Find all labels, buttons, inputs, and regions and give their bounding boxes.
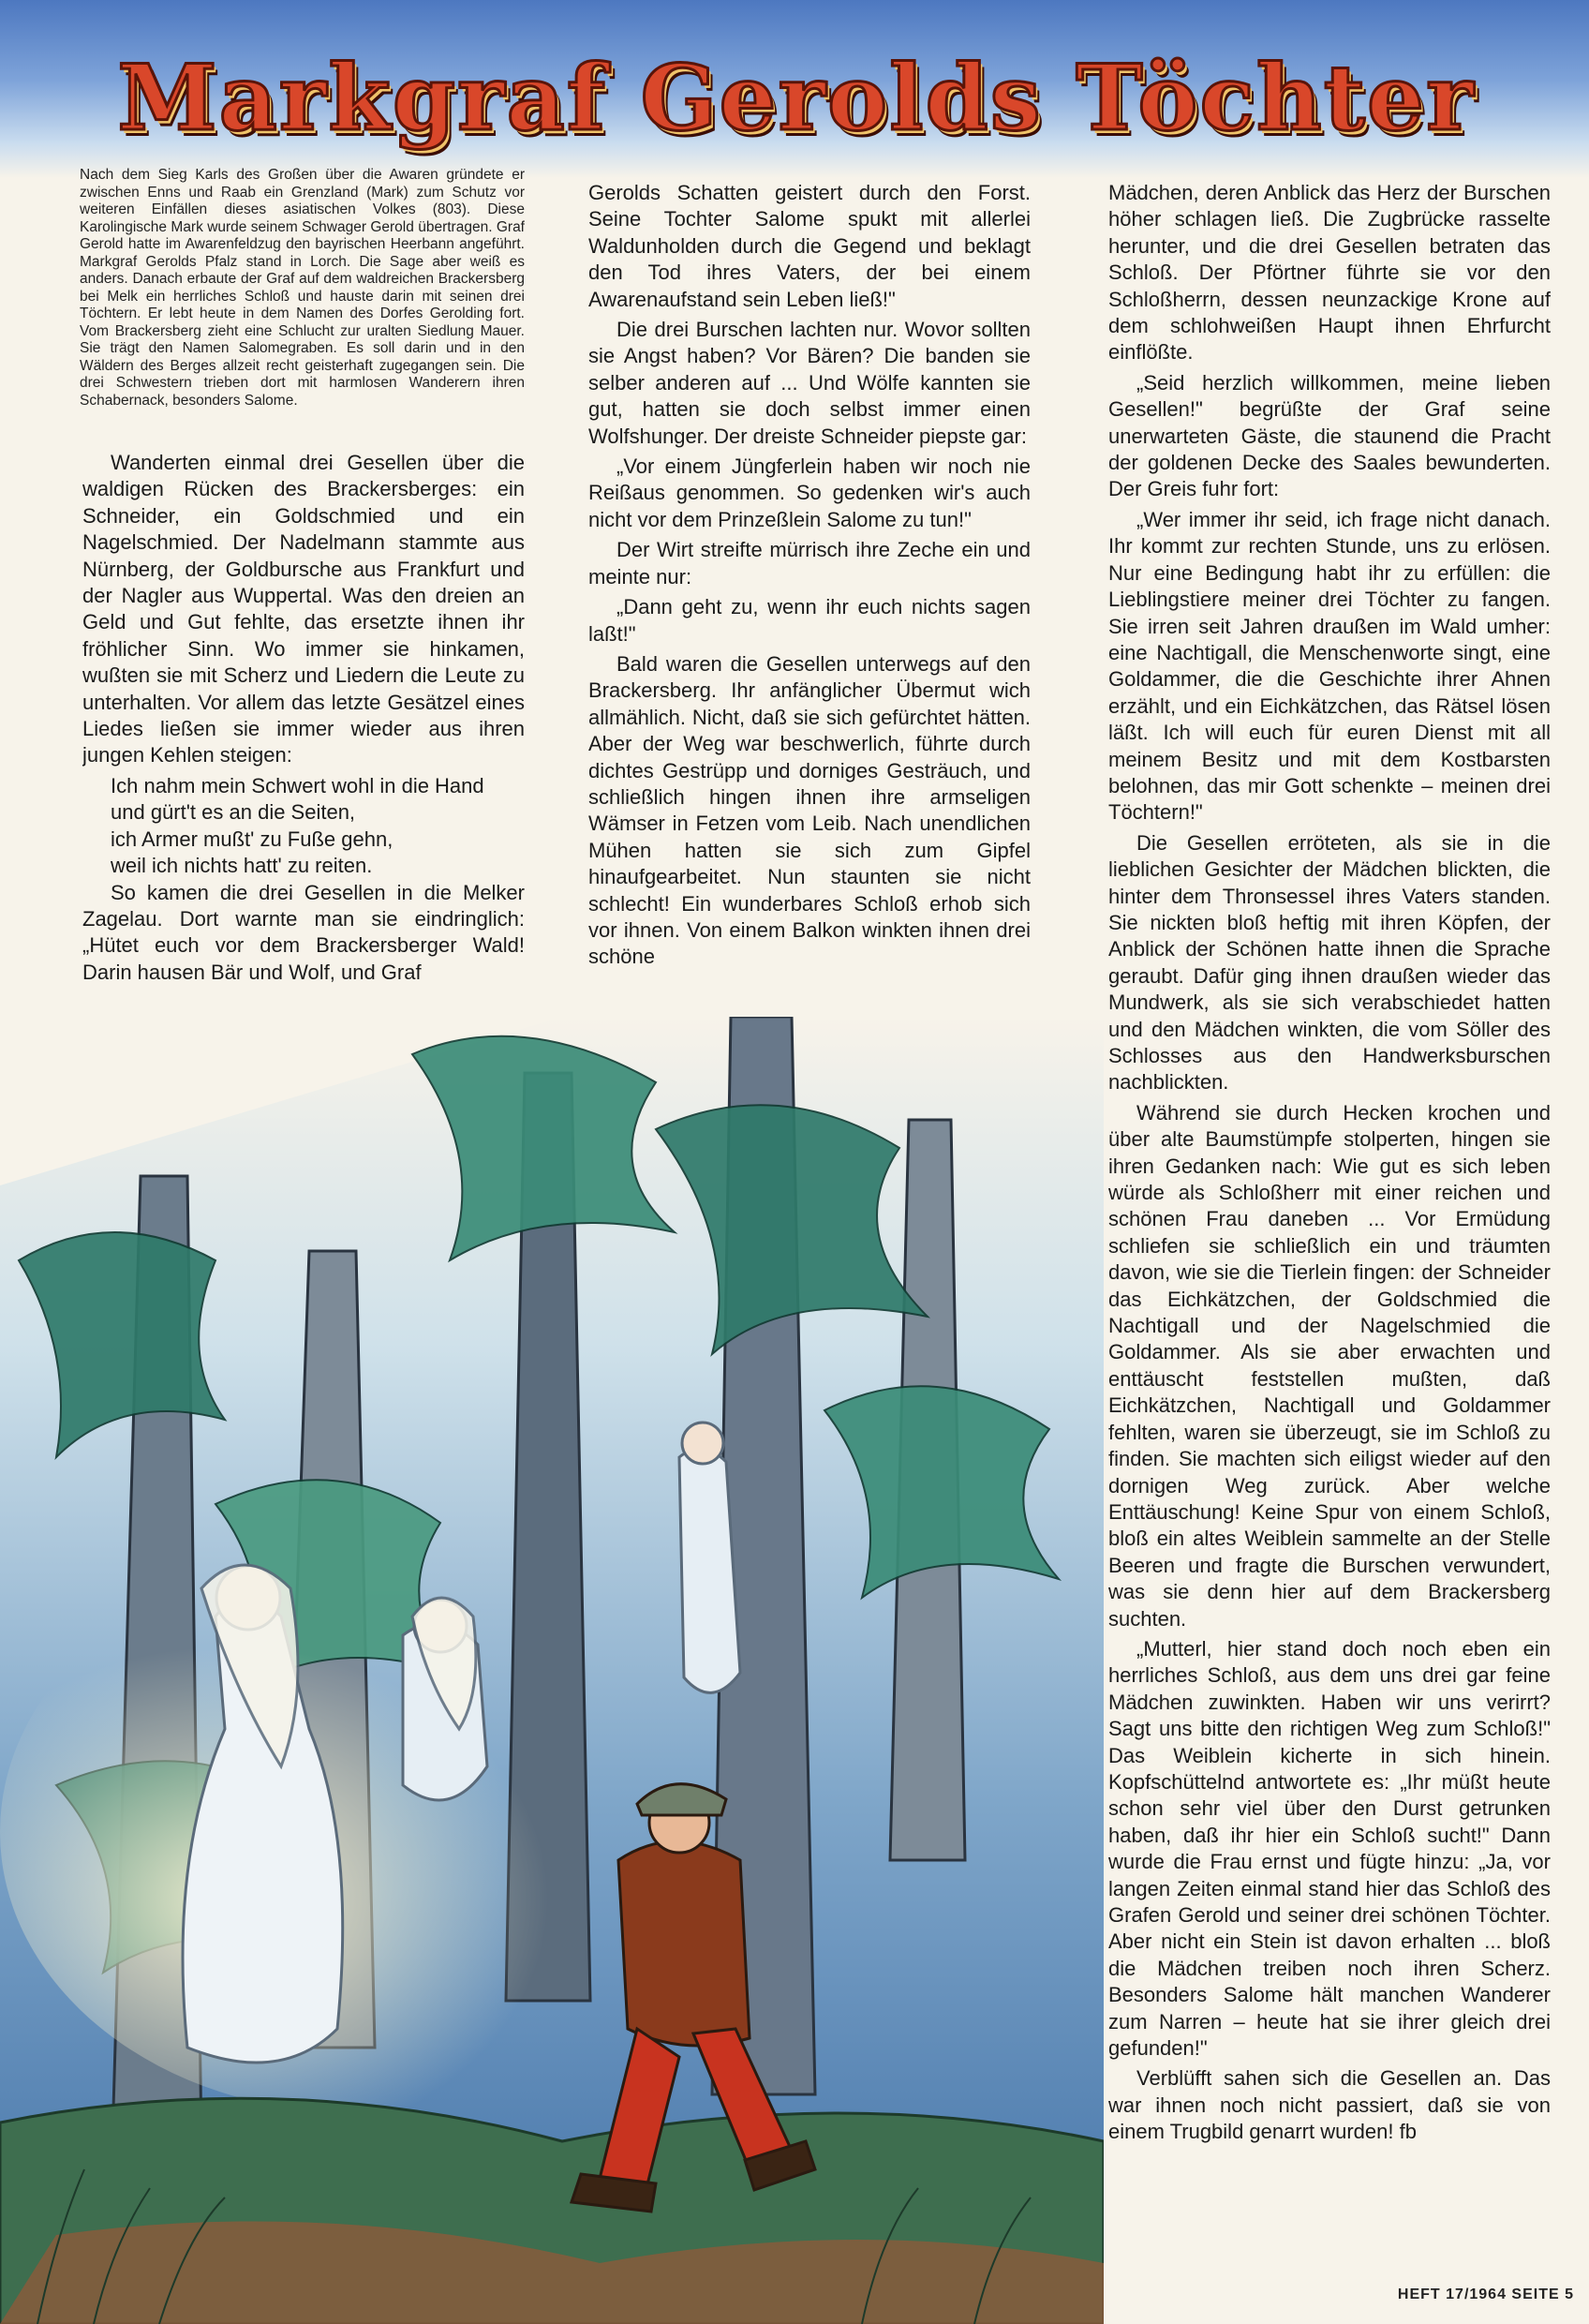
text-column-2	[588, 180, 1031, 1023]
paragraph: Die drei Burschen lachten nur. Wovor sollten sie Angst haben? Vor Bären? Die banden sie selber anderen auf ... Und Wölfe kannten sie gut, hatten sie doch selbst immer einen Wolfshunger. Der dreiste Schneider piepste gar:	[588, 318, 1031, 448]
intro-paragraph: Nach dem Sieg Karls des Großen über die Awaren gründete er zwischen Enns und Raab ein Grenzland (Mark) zum Schutz vor weiteren Einfällen dieses asiatischen Volkes (803). Diese Karolingische Mark wurde seinem Schwager Gerold übertragen. Graf Gerold hatte im Awarenfeldzug den bayrischen Heerbann angeführt. Markgraf Gerolds Pfalz stand in Lorch. Die Sage aber weiß es anders. Danach erbaute der Graf auf dem waldreichen Brackersberg bei Melk ein herrliches Schloß und hauste darin mit seinen drei Töchtern. Er lebt heute in dem Namen des Dorfes Gerolding fort. Vom Brackersberg zieht eine Schlucht zur uralten Siedlung Mauer. Sie trägt den Namen Salomegraben. Es soll darin und in den Wäldern des Berges allzeit recht geisterhaft zugegangen sein. Die drei Schwestern trieben dort mit harmlosen Wanderern ihren Schabernack, besonders Salome.	[80, 167, 525, 409]
paragraph: „Dann geht zu, wenn ihr euch nichts sagen laßt!"	[588, 595, 1031, 646]
paragraph: Gerolds Schatten geistert durch den Forst. Seine Tochter Salome spukt mit allerlei Waldunholden durch die Gegend und beklagt den Tod ihres Vaters, der bei einem Awarenaufstand sein Leben ließ!"	[588, 181, 1031, 311]
paragraph: Mädchen, deren Anblick das Herz der Burschen höher schlagen ließ. Die Zugbrücke rasselte herunter, und die drei Gesellen betraten das Schloß. Der Pförtner führte sie vor den Schloßherrn, dessen neunzackige Krone auf dem schlohweißen Haupt ihnen Ehrfurcht einflößte.	[1108, 181, 1551, 365]
paragraph: „Vor einem Jüngferlein haben wir noch nie Reißaus genommen. So gedenken wir's auch nicht vor dem Prinzeßlein Salome zu tun!"	[588, 454, 1031, 531]
paragraph: „Seid herzlich willkommen, meine lieben Gesellen!" begrüßte der Graf seine unerwarteten Gäste, die staunend die Pracht der goldenen Decke des Saales bewunderten. Der Greis fuhr fort:	[1108, 370, 1551, 501]
paragraph: Bald waren die Gesellen unterwegs auf den Brackersberg. Ihr anfänglicher Übermut wich allmählich. Nicht, daß sie sich gefürchtet hätten. Aber der Weg war beschwerlich, führte durch dichtes Gestrüpp und dorniges Gesträuch, und schließlich hingen ihnen ihre armseligen Wämser in Fetzen vom Leib. Nach unendlichen Mühen hatten sie sich zum Gipfel hinaufgearbeitet. Nun staunten sie nicht schlecht! Ein wunderbares Schloß erhob sich vor ihnen. Von einem Balkon winkten ihnen drei schöne	[588, 651, 1031, 969]
paragraph: Die Gesellen erröteten, als sie in die lieblichen Gesichter der Mädchen blickten, die hinter dem Thronsessel ihres Vaters standen. Sie nickten bloß heftig mit ihren Köpfen, der Anblick der Schönen hatte ihnen die Sprache geraubt. Dafür ging ihnen draußen wieder das Mundwerk, als sie sich verabschiedet hatten und den Mädchen winkten, die vom Söller des Schlosses aus den Handwerksburschen nachblickten.	[1108, 830, 1551, 1095]
paragraph: Während sie durch Hecken krochen und über alte Baumstümpfe stolperten, hingen sie ihren Gedanken nach: Wie gut es sich leben würde als Schloßherr mit einer reichen und schönen Frau daneben ... Vor Ermüdung schliefen sie schließlich ein und träumten davon, wie sie die Tierlein fingen: der Schneider das Eichkätzchen, der Goldschmied die Nachtigall und der Nagelschmied die Goldammer. Als sie aber erwachten und enttäuscht feststellen mußten, daß Eichkätzchen, Nachtigall und Goldammer fehlten, waren sie überzeugt, sie im Schloß zu finden. Sie machten sich eiligst wieder auf den dornigen Weg zurück. Aber welche Enttäuschung! Keine Spur von einem Schloß, bloß ein altes Weiblein sammelte an der Stelle Beeren und fragte die Burschen verwundert, was sie denn hier auf dem Brackersberg suchten.	[1108, 1100, 1551, 1631]
paragraph: „Mutterl, hier stand doch noch eben ein herrliches Schloß, aus dem uns drei gar feine Mädchen zuwinkten. Haben wir uns verirrt? Sagt uns bitte den richtigen Weg zum Schloß!" Das Weiblein kicherte in sich hinein. Kopfschüttelnd antwortete es: „Ihr müßt heute schon sehr viel über den Durst getrunken haben, daß ihr hier ein Schloß sucht!" Dann wurde die Frau ernst und fügte hinzu: „Ja, vor langen Zeiten einmal stand hier das Schloß des Grafen Gerold und seiner drei schönen Töchter. Aber nicht ein Stein ist davon erhalten ... bloß die Mädchen treiben noch ihren Scherz. Besonders Salome hält manchen Wanderer zum Narren – heute hat sie ihrer gleich drei gefunden!"	[1108, 1636, 1551, 2061]
paragraph: Verblüfft sahen sich die Gesellen an. Das war ihnen noch nicht passiert, daß sie von einem Trugbild genarrt wurden! fb	[1108, 2066, 1551, 2144]
text-column-3	[1108, 180, 1551, 2209]
page-title: Markgraf Gerolds Töchter	[117, 45, 1476, 151]
text-column-1	[82, 450, 525, 1012]
paragraph: So kamen die drei Gesellen in die Melker Zagelau. Dort warnte man sie eindringlich: „Hütet euch vor dem Brackersberger Wald! Darin hausen Bär und Wolf, und Graf	[82, 880, 525, 984]
paragraph: Wanderten einmal drei Gesellen über die waldigen Rücken des Brackersberges: ein Schneider, ein Goldschmied und ein Nagelschmied. Der Nadelmann stammte aus Nürnberg, der Goldbursche aus Frankfurt und der Nagler aus Wuppertal. Was den dreien an Geld und Gut fehlte, das ersetzte ihnen ihr fröhlicher Sinn. Wo immer sie hinkamen, wußten sie mit Scherz und Liedern die Leute zu unterhalten. Vor allem das letzte Gesätzel eines Liedes ließen sie immer wieder aus ihren jungen Kehlen steigen:	[82, 451, 525, 767]
forest-illustration	[0, 1017, 1104, 2324]
paragraph: „Wer immer ihr seid, ich frage nicht danach. Ihr kommt zur rechten Stunde, uns zu erlösen. Nur eine Bedingung habt ihr zu erfüllen: die Lieblingstiere meiner drei Töchter zu fangen. Sie irren seit Jahren draußen im Wald umher: eine Nachtigall, die Menschenworte singt, eine Goldammer, die die Geschichte ihrer Ahnen erzählt, und ein Eichkätzchen, das Rätsel lösen läßt. Ich will euch für euren Dienst mit all meinem Besitz und mit dem Kostbarsten belohnen, das mir Gott schenkte – meinen drei Töchtern!"	[1108, 507, 1551, 825]
verse-line: und gürt't es an die Seiten,	[111, 800, 356, 825]
paragraph: Der Wirt streifte mürrisch ihre Zeche ein und meinte nur:	[588, 538, 1031, 588]
forest-scene-svg	[0, 1017, 1104, 2324]
page-footer: HEFT 17/1964 SEITE 5	[1397, 2287, 1574, 2302]
verse-line: ich Armer mußt' zu Fuße gehn,	[111, 827, 394, 851]
verse-line: Ich nahm mein Schwert wohl in die Hand	[111, 773, 484, 797]
verse-line: weil ich nichts hatt' zu reiten.	[111, 854, 373, 878]
